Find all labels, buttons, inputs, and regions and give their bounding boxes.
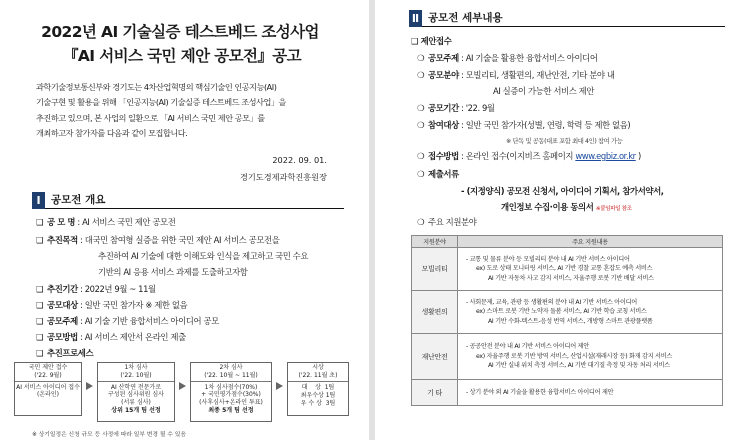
field-cell: 재난안전 [412, 334, 458, 380]
table-row [412, 248, 723, 291]
details-list [411, 35, 731, 230]
process-step-body: AI 서비스 아이디어 접수 (온라인) [16, 383, 80, 399]
section-title: 공모전 세부내용 [428, 12, 503, 24]
documents-line: - (지정양식) 공모전 신청서, 아이디어 기획서, 참가서약서, [461, 186, 664, 196]
content-cell: - 상기 분야 외 AI 기술을 활용한 융합서비스 아이디어 제안 [458, 380, 723, 406]
process-step-highlight: 상위 15개 팀 선정 [111, 406, 161, 414]
right-page [375, 0, 743, 440]
detail-item: ❍ 공모기간 : '22. 9월 [417, 103, 495, 113]
arrow-right-icon [179, 382, 186, 390]
intro-line: 추진하고 있으며, 본 사업의 일환으로 「AI 서비스 국민 제안 공모」를 [36, 112, 265, 123]
section-number: Ⅰ [32, 192, 45, 209]
notice-title-line1: 2022년 AI 기술실증 테스트베드 조성사업 [41, 23, 319, 41]
section-header [409, 10, 725, 27]
section-title: 공모전 개요 [51, 194, 106, 206]
overview-item: ❑ 추진목적 : 대국민 참여형 실증을 위한 국민 제안 AI 서비스 공모전을 [36, 235, 280, 245]
overview-continuation: 기반의 AI 응용 서비스 과제를 도출하고자함 [98, 267, 248, 277]
schedule-footnote: ※ 상기일정은 신청 규모 등 사정에 따라 일부 변경 될 수 있음 [32, 432, 186, 438]
overview-item: ❑ 공모방법 : AI 서비스 제안서 온라인 제출 [36, 332, 186, 342]
process-step [97, 362, 175, 422]
table-row [412, 380, 723, 406]
field-cell: 기 타 [412, 380, 458, 406]
process-step-title: 시상 ('22. 11월 초) [288, 364, 348, 382]
table-row [412, 291, 723, 334]
detail-item: ❍ 공모분야 : 모빌리티, 생활편의, 재난안전, 기타 분야 내 [417, 70, 615, 80]
process-step [190, 362, 272, 422]
arrow-right-icon [86, 382, 93, 390]
content-cell: - 공공안전 분야 내 AI 기반 서비스 아이디어 제안 ex) 자율주행 로봇 기반 방역 서비스, 산업시설(재래시장 등) 화재 감지 서비스 AI 기반 실내 위치 측정 서비스, AI 기반 대기질 측정 및 자동 처리 서비스 [458, 334, 723, 380]
website-link[interactable]: www.egbiz.or.kr [575, 151, 636, 161]
content-cell: - 교통 및 물류 분야 등 모빌리티 분야 내 AI 기반 서비스 아이디어 ex) 도로 상태 모니터링 서비스, AI 기반 경찰 교통 혼잡도 예측 서비스 AI 기반 자동차 사고 감지 서비스, 자율주행 로봇 기반 배달 서비스 [458, 248, 723, 291]
process-step-highlight: 최종 5개 팀 선정 [208, 406, 254, 414]
process-step [287, 362, 349, 416]
documents-line: 개인정보 수집·이용 동의서 ※붙임파일 참조 [501, 202, 632, 212]
notice-date: 2022. 09. 01. [272, 155, 327, 165]
intro-paragraph [36, 80, 336, 141]
notice-organization: 경기도경제과학진흥원장 [239, 172, 327, 182]
field-cell: 생활편의 [412, 291, 458, 334]
overview-list [36, 216, 356, 356]
section-header [32, 192, 344, 209]
detail-item: ❍ 공모주제 : AI 기술을 활용한 융합서비스 아이디어 [417, 53, 598, 63]
table-header-row [412, 236, 723, 248]
process-step-body: 1차 심사점수(70%) + 국민평가점수(30%) (사후심사+온라인 투표) [199, 383, 263, 407]
participation-note: ※ 단독 및 공동(대표 포함 최대 4인) 참여 가능 [506, 138, 623, 145]
detail-item: ❍ 제출서류 [417, 169, 459, 179]
process-step-title: 2차 심사 ('22. 10월 ~ 11월) [191, 364, 271, 382]
arrow-right-icon [276, 382, 283, 390]
overview-item: ❑ 추진프로세스 [36, 348, 94, 358]
overview-continuation: 추진하여 AI 기술에 대한 이해도와 인식을 제고하고 국민 수요 [98, 251, 309, 261]
detail-item: ❍ 주요 지원분야 [417, 217, 477, 227]
detail-item: ❍ 참여대상 : 일반 국민 참가자(성별, 연령, 학력 등 제한 없음) [417, 120, 631, 130]
intro-line: 개최하고자 참가자를 다음과 같이 모집합니다. [36, 127, 188, 138]
detail-continuation: AI 실증이 가능한 서비스 제안 [493, 86, 595, 96]
overview-item: ❑ 공모대상 : 일반 국민 참가자 ※ 제한 없음 [36, 300, 188, 310]
table-row [412, 334, 723, 380]
table-header: 주요 지원내용 [458, 236, 723, 248]
intro-line: 과학기술정보통신부와 경기도는 4차산업혁명의 핵심기술인 인공지능(AI) [36, 82, 277, 92]
subsection-title: ❑ 제안접수 [411, 36, 452, 46]
overview-item: ❑ 공 모 명 : AI 서비스 국민 제안 공모전 [36, 217, 176, 227]
section-number: Ⅱ [409, 10, 422, 27]
process-step-title: 1차 심사 ('22. 10월) [98, 364, 174, 382]
overview-item: ❑ 추진기간 : 2022년 9월 ~ 11월 [36, 284, 156, 294]
content-cell: - 사회문제, 교육, 관광 등 생활편의 분야 내 AI 기반 서비스 아이디어 ex) 스마트 로봇 기반 노약자 돌봄 서비스, AI 기반 학습 코칭 서비스 AI 기반 수화-텍스트-음성 번역 서비스, 개방형 스마트 관광플랫폼 [458, 291, 723, 334]
attachment-note: ※붙임파일 참조 [595, 206, 632, 212]
process-step-body: 대 상 1팀 최우수상 1팀 우 수 상 3팀 [300, 383, 336, 408]
support-fields-table [411, 235, 723, 406]
process-step-title: 국민 제안 접수 ('22. 9월) [15, 364, 81, 382]
overview-item: ❑ 공모주제 : AI 기술 기반 융합서비스 아이디어 공모 [36, 316, 219, 326]
detail-item: ❍ 접수방법 : 온라인 접수(이지비즈 홈페이지 www.egbiz.or.kr ) [417, 151, 641, 161]
intro-line: 기술구현 및 활용을 위해 「인공지능(AI) 기술실증 테스트베드 조성사업」을 [36, 97, 286, 108]
notice-title-line2: 『AI 서비스 국민 제안 공모전』공고 [62, 47, 302, 65]
left-page [0, 0, 369, 440]
process-step-body: AI 산학연 전문가로 구성된 심사위원 심사 (서류 심사) [108, 383, 164, 407]
field-cell: 모빌리티 [412, 248, 458, 291]
process-flow [14, 362, 359, 424]
table-header: 지원분야 [412, 236, 458, 248]
process-step [14, 362, 82, 416]
